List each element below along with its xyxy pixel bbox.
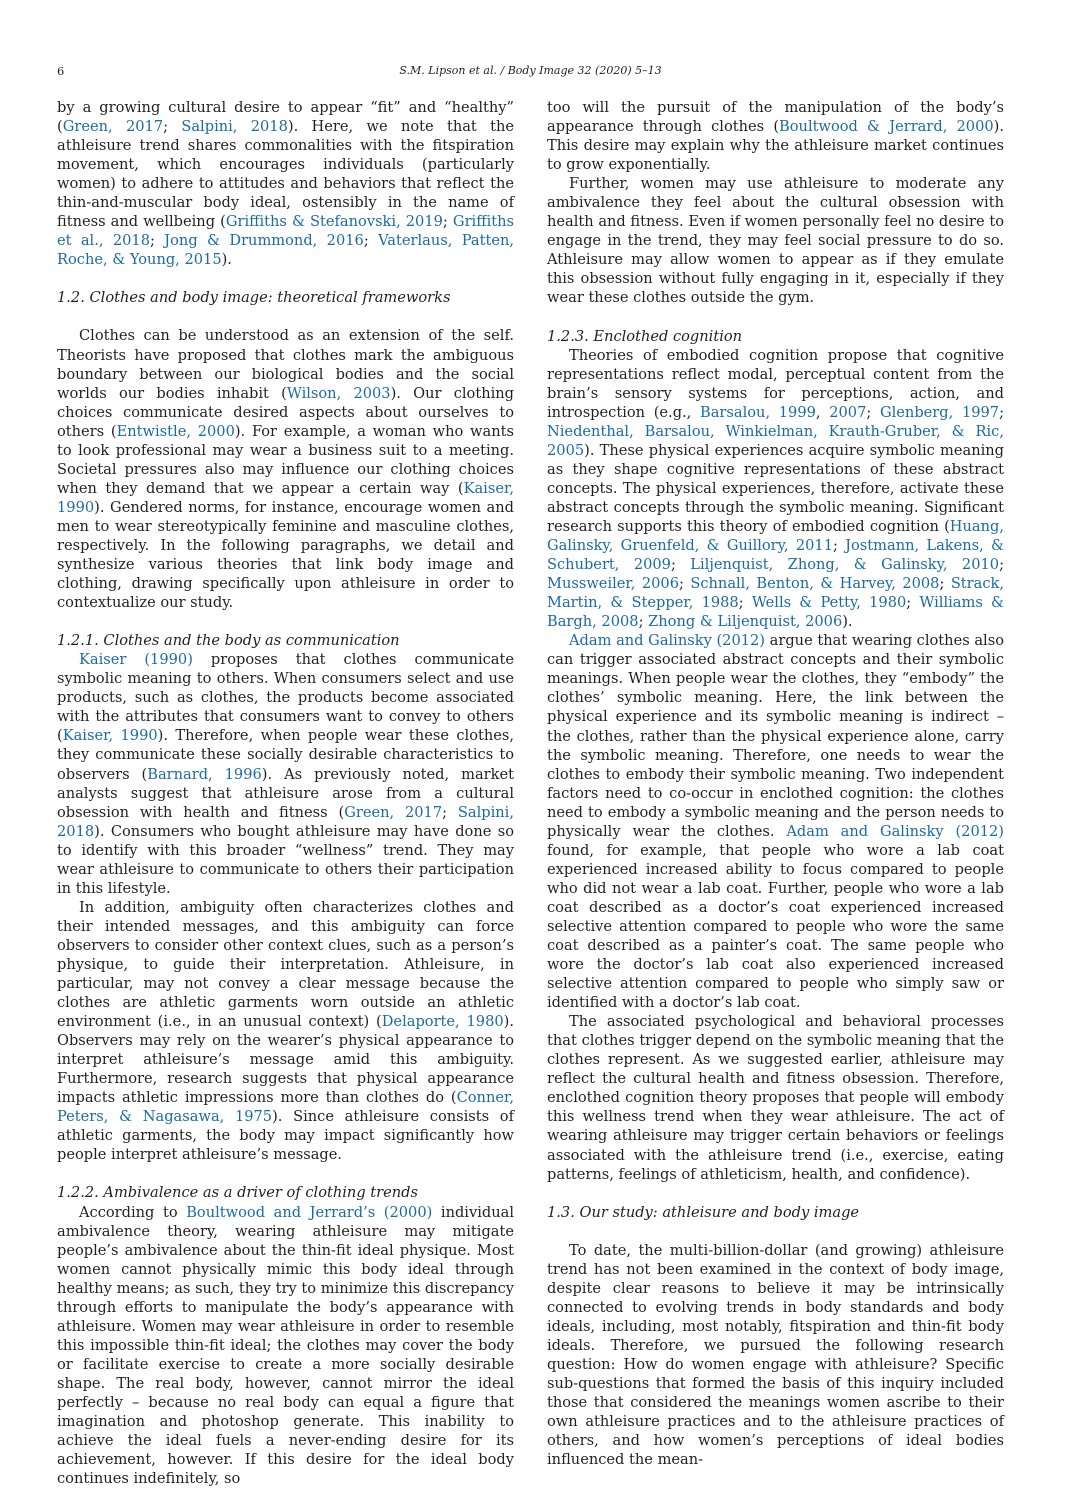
citation-link[interactable]: Griffiths & Stefanovski, 2019 [225,213,443,231]
paragraph: by a growing cultural desire to appear “fit” and “healthy” (Green, 2017; Salpini, 2018). Here, we note that the athleisure trend shares commonalities with the fitspiration movement, which encourages individuals (particularly women) to adhere to attitudes and behaviors that reflect the thin-and-muscular body ideal, ostensibly in the name of fitness and wellbeing (Griffiths & Stefanovski, 2019; Griffiths et al., 2018; Jong & Drummond, 2016; Vaterlaus, Patten, Roche, & Young, 2015). [57,99,515,269]
citation-link[interactable]: Williams & Bargh, 2008 [547,594,1004,631]
citation-link[interactable]: Salpini, 2018 [57,803,514,840]
citation-link[interactable]: Glenberg, 1997 [879,403,1000,421]
citation-link[interactable]: Jostmann, Lakens, & Schubert, 2009 [547,537,1005,574]
page-header [57,64,1004,82]
citation-link[interactable]: Mussweiler, 2006 [547,575,679,593]
left-column [57,98,514,1488]
section-heading: 1.2. Clothes and body image: theoretical frameworks [57,289,451,307]
paragraph: The associated psychological and behavioral processes that clothes trigger depend on the symbolic meaning that the clothes represent. As we suggested earlier, athleisure may reflect the cultural health and fitness obsession. Therefore, enclothed cognition theory proposes that people will embody this wellness trend when they wear athleisure. The act of wearing athleisure may trigger certain behaviors or feelings associated with the athleisure trend (i.e., exercise, eating patterns, feelings of athleticism, health, and confidence). [547,1013,1004,1183]
paragraph: In addition, ambiguity often characterizes clothes and their intended messages, and this ambiguity can force observers to consider other context clues, such as a person’s physique, to guide their interpretation. Athleisure, in particular, may not convey a clear message because the clothes are athletic garments worn outside an athletic environment (i.e., in an unusual context) (Delaporte, 1980). Observers may rely on the wearer’s physical appearance to interpret athleisure’s message amid this ambiguity. Furthermore, research suggests that physical appearance impacts athletic impressions more than clothes do (Conner, Peters, & Nagasawa, 1975). Since athleisure consists of athletic garments, the body may impact significantly how people interpret athleisure’s message. [57,898,515,1164]
citation-link[interactable]: Schnall, Benton, & Harvey, 2008 [690,575,940,593]
page-number: 6 [57,64,65,78]
citation-link[interactable]: Conner, Peters, & Nagasawa, 1975 [57,1089,514,1126]
citation-link[interactable]: Zhong & Liljenquist, 2006 [648,613,843,631]
citation-link[interactable]: Griffiths et al., 2018 [57,213,515,250]
citation-link[interactable]: Delaporte, 1980 [381,1013,504,1031]
paragraph: Theories of embodied cognition propose that cognitive representations reflect modal, perceptual content from the brain’s sensory systems for perceptions, action, and introspection (e.g., Barsalou, 1999, 2007; Glenberg, 1997; Niedenthal, Barsalou, Winkielman, Krauth-Gruber, & Ric, 2005). These physical experiences acquire symbolic meaning as they shape cognitive representations of these abstract concepts. The physical experiences, therefore, activate these abstract concepts through the symbolic meaning. Significant research supports this theory of embodied cognition (Huang, Galinsky, Gruenfeld, & Guillory, 2011; Jostmann, Lakens, & Schubert, 2009; Liljenquist, Zhong, & Galinsky, 2010; Mussweiler, 2006; Schnall, Benton, & Harvey, 2008; Strack, Martin, & Stepper, 1988; Wells & Petty, 1980; Williams & Bargh, 2008; Zhong & Liljenquist, 2006). [547,346,1005,631]
citation-link[interactable]: Green, 2017 [344,803,443,821]
paragraph: To date, the multi-billion-dollar (and growing) athleisure trend has not been examined in the context of body image, despite clear reasons to believe it may be intrinsically connected to evolving trends in body standards and body ideals, including, most notably, fitspiration and thin-fit body ideals. Therefore, we pursued the following research question: How do women engage with athleisure? Specific sub-questions that formed the basis of this inquiry included those that considered the meanings women ascribe to their own athleisure practices and to the athleisure practices of others, and how women’s perceptions of ideal bodies influenced the mean- [547,1241,1004,1469]
right-column [547,98,1004,1469]
citation-link[interactable]: Jong & Drummond, 2016 [164,232,364,250]
citation-link[interactable]: Boultwood and Jerrard’s (2000) [186,1203,433,1221]
citation-link[interactable]: Kaiser, 1990 [62,727,158,745]
citation-link[interactable]: Kaiser (1990) [79,651,193,669]
citation-link[interactable]: Adam and Galinsky (2012) [786,822,1004,840]
citation-link[interactable]: Barnard, 1996 [147,765,262,783]
citation-link[interactable]: 2007 [829,403,867,421]
citation-link[interactable]: Liljenquist, Zhong, & Galinsky, 2010 [690,556,1000,574]
citation-link[interactable]: Green, 2017 [62,118,164,136]
paragraph: Kaiser (1990) proposes that clothes communicate symbolic meaning to others. When consumers select and use products, such as clothes, the products become associated with the attributes that consumers want to convey to others (Kaiser, 1990). Therefore, when people wear these clothes, they communicate these socially desirable characteristics to observers (Barnard, 1996). As previously noted, market analysts suggest that athleisure arose from a cultural obsession with health and fitness (Green, 2017; Salpini, 2018). Consumers who bought athleisure may have done so to identify with this broader “wellness” trend. They may wear athleisure to communicate to others their participation in this lifestyle. [57,651,515,897]
citation-link[interactable]: Barsalou, 1999 [700,403,816,421]
subsection-heading: 1.2.1. Clothes and the body as communication [57,632,400,650]
citation-link[interactable]: Boultwood & Jerrard, 2000 [779,118,994,136]
citation-link[interactable]: Kaiser, 1990 [57,479,514,516]
citation-link[interactable]: Strack, Martin, & Stepper, 1988 [547,575,1005,612]
citation-link[interactable]: Salpini, 2018 [181,118,288,136]
paragraph: too will the pursuit of the manipulation of the body’s appearance through clothes (Boultwood & Jerrard, 2000). This desire may explain why the athleisure market continues to grow exponentially. [547,99,1004,174]
citation-link[interactable]: Wells & Petty, 1980 [751,594,907,612]
citation-link[interactable]: Wilson, 2003 [286,384,391,402]
citation-link[interactable]: Entwistle, 2000 [116,422,235,440]
citation-link[interactable]: Vaterlaus, Patten, Roche, & Young, 2015 [57,232,514,269]
subsection-heading: 1.2.2. Ambivalence as a driver of clothing trends [57,1184,419,1202]
paragraph: Adam and Galinsky (2012) argue that wearing clothes also can trigger associated abstract concepts and their symbolic meanings. When people wear the clothes, they “embody” the clothes’ symbolic meaning. Here, the link between the physical experience and its symbolic meaning is indirect – the clothes, rather than the physical experience alone, carry the symbolic meaning. Therefore, one needs to wear the clothes to embody their symbolic meaning. Two independent factors need to co-occur in enclothed cognition: the clothes need to embody a symbolic meaning and the person needs to physically wear the clothes. Adam and Galinsky (2012) found, for example, that people who wore a lab coat experienced increased ability to focus compared to people who did not wear a lab coat. Further, people who wore a lab coat described as a doctor’s coat experienced increased selective attention compared to people who wore the same coat described as a painter’s coat. The same people who wore the doctor’s lab coat also experienced increased selective attention compared to people who simply saw or identified with a doctor’s lab coat. [547,632,1004,1012]
paragraph: Further, women may use athleisure to moderate any ambivalence they feel about the cultural obsession with health and fitness. Even if women personally feel no desire to engage in the trend, they may feel social pressure to do so. Athleisure may allow women to appear as if they emulate this obsession without fully engaging in it, especially if they wear these clothes outside the gym. [547,175,1004,307]
subsection-heading: 1.2.3. Enclothed cognition [547,327,743,345]
section-heading: 1.3. Our study: athleisure and body image [547,1203,860,1221]
citation-link[interactable]: Niedenthal, Barsalou, Winkielman, Krauth-Gruber, & Ric, 2005 [547,422,1004,459]
paragraph: Clothes can be understood as an extension of the self. Theorists have proposed that clothes mark the ambiguous boundary between our biological bodies and the social worlds our bodies inhabit (Wilson, 2003). Our clothing choices communicate desired aspects about ourselves to others (Entwistle, 2000). For example, a woman who wants to look professional may wear a business suit to a meeting. Societal pressures also may influence our clothing choices when they demand that we appear a certain way (Kaiser, 1990). Gendered norms, for instance, encourage women and men to wear stereotypically feminine and masculine clothes, respectively. In the following paragraphs, we detail and synthesize various theories that link body image and clothing, drawing specifically upon athleisure in order to contextualize our study. [57,327,515,612]
paragraph: According to Boultwood and Jerrard’s (2000) individual ambivalence theory, wearing athleisure may mitigate people’s ambivalence about the thin-fit ideal physique. Most women cannot physically mimic this body ideal through healthy means; as such, they try to minimize this discrepancy through efforts to manipulate the body’s appearance with athleisure. Women may wear athleisure in order to resemble this impossible thin-fit ideal; the clothes may cover the body or facilitate exercise to create a more socially desirable shape. The real body, however, cannot mirror the ideal perfectly – because no real body can equal a figure that imagination and photoshop generate. This inability to achieve the ideal fuels a never-ending desire for its achievement, however. If this desire for the ideal body continues indefinitely, so [57,1203,514,1488]
citation-link[interactable]: Huang, Galinsky, Gruenfeld, & Guillory, 2011 [547,517,1004,555]
running-head: S.M. Lipson et al. / Body Image 32 (2020) 5–13 [399,64,662,77]
citation-link[interactable]: Adam and Galinsky (2012) [569,632,765,650]
